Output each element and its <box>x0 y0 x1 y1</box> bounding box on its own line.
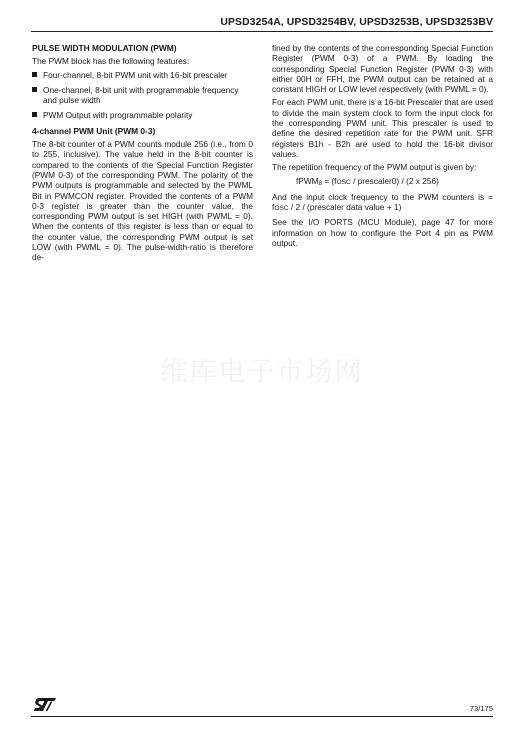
body-paragraph: For each PWM unit, there is a 16-bit Prescaler that are used to divide the main system clock to form the input clock for the corresponding PWM unit. This prescaler is used to define the desired repetition rate for the PWM unit. SFR registers B1h - B2h are used to hold the 16-bit divisor values. <box>272 97 493 159</box>
body-paragraph: fined by the contents of the corresponding Special Function Register (PWM 0-3) of a PWM. By loading the corresponding Special Function Register (PWM 0-3) with either 00H or FFH, the PWM output can be retained at a constant HIGH or LOW level respectively (with PWML = 0). <box>272 43 493 95</box>
feature-item: Four-channel, 8-bit PWM unit with 16-bit prescaler <box>32 70 253 80</box>
subsection-heading: 4-channel PWM Unit (PWM 0-3) <box>32 125 156 136</box>
formula-part: / prescaler0) / (2 x 256) <box>350 175 439 186</box>
watermark: 维库电子市场网 <box>160 357 364 388</box>
left-column <box>32 43 253 266</box>
section-heading: PULSE WIDTH MODULATION (PWM) <box>32 43 177 53</box>
intro-text: The PWM block has the following features: <box>32 56 190 67</box>
formula-subscript: 8 <box>318 180 322 187</box>
feature-item: PWM Output with programmable polarity <box>32 110 253 120</box>
formula-osc: OSC <box>336 178 351 186</box>
feature-list <box>32 70 253 121</box>
body-paragraph: See the I/O PORTS (MCU Module), page 47 for more information on how to configure the Port 4 pin as PWM output. <box>272 217 493 249</box>
body-paragraph: The repetition frequency of the PWM output is given by: <box>272 162 477 173</box>
feature-item: One-channel, 8-bit unit with programmable frequency and pulse width <box>32 85 253 106</box>
clock-text: / 2 / (prescaler data value + 1) <box>288 202 402 213</box>
st-logo-icon <box>33 697 57 712</box>
body-paragraph <box>272 192 493 215</box>
header-divider <box>31 31 493 32</box>
footer-divider <box>31 716 493 717</box>
frequency-formula <box>272 176 493 189</box>
clock-text: And the input clock frequency to the PWM counters is = f <box>272 191 493 213</box>
formula-lhs: fPWM <box>296 175 319 186</box>
body-paragraph: The 8-bit counter of a PWM counts module 256 (i.e., from 0 to 255, inclusive). The value held in the 8-bit counter is compared to the contents of the Special Function Register (PWM 0-3) of the corresponding PWM. The polarity of the PWM outputs is programmable and selected by the PWML Bit in PWMCON register. Provided the contents of a PWM 0-3 register is greater than the counter value, the corresponding PWM output is set HIGH (with PWML = 0). When the contents of this register is less than or equal to the counter value, the corresponding PWM output is set LOW (with PWML = 0). The pulse-width-ratio is therefore de- <box>32 139 253 263</box>
page-number: 73/175 <box>469 704 493 713</box>
right-column <box>272 43 493 251</box>
clock-osc: OSC <box>274 205 289 213</box>
document-title: UPSD3254A, UPSD3254BV, UPSD3253B, UPSD3253BV <box>220 17 493 28</box>
formula-part: = (f <box>321 175 337 186</box>
